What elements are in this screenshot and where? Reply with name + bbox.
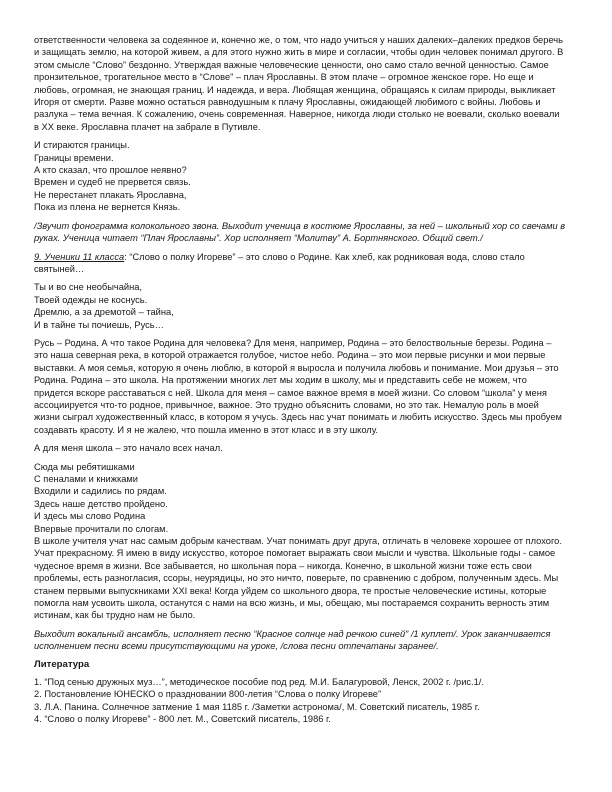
literature-heading: Литература (34, 658, 90, 670)
paragraph-rodina: Русь – Родина. А что такое Родина для человека? Для меня, например, Родина – это белоствольные березы. Родина – это наша северная река, в которой отражается голубое, чистое небо. Родина – это мои первые рисунки и мои первые выставки. А моя семья, которую я очень люблю, в которой я выросла и получила любовь и понимание. Мои друзья – это Родина. Родина – это школа. На протяжении многих лет мы ходим в школу, мы и представить себе не можем, что придется вскоре расставаться с ней. Школа для меня – самое важное время в моей жизни. Со словом “школа” у меня ассоциируется что-то родное, привычное, важное. Это трудно объяснить словами, но это так. Немалую роль в моей жизни сыграл художественный класс, в котором я учусь. Здесь нас учат понимать и любить искусство. Здесь мы пробуем создавать красоту. И я не жалею, что пошла именно в этот класс и в эту школу. (34, 337, 562, 435)
paragraph-school-beginning: А для меня школа – это начало всех начал. (34, 443, 223, 454)
verse-line: С пеналами и книжками (34, 474, 138, 484)
stage-direction-ensemble: Выходит вокальный ансамбль, исполняет песню “Красное солнце над речкою синей” /1 куплет/. Урок заканчивается исполнением песни всеми присутствующими на уроке, /слова песни отпечатаны заранее/. (34, 628, 551, 652)
verse-line: Дремлю, а за дремотой – тайна, (34, 307, 174, 318)
paragraph-teachers: В школе учителя учат нас самым добрым качествам. Учат понимать друг друга, отличать в человеке хорошее от плохого. Учат прекрасному. Я имею в виду искусство, которое помогает выражать свои мысли и чувства. Школьные годы - самое чудесное время в жизни. Все забывается, но школьная пора – никогда. Конечно, в школьной жизни тоже есть свои проблемы, есть разногласия, ссоры, неурядицы, но это ничто, поверьте, по сравнению с добром, полученным здесь. Мы станем первыми выпускниками XXI века! Когда уйдем со школьного двора, те простые человеческие истины, которые помогла нам усвоить школа, останутся с нами на всю жизнь, и мы, обещаю, мы постараемся сохранить верность этим истинам, как бы трудно нам не было. (34, 536, 562, 621)
verse-line: Твоей одежды не коснусь. (34, 294, 148, 305)
verse-line: А кто сказал, что прошлое неявно? (34, 165, 187, 176)
verse-line: Входили и садились по рядам. (34, 486, 167, 497)
literature-item: 3. Л.А. Панина. Солнечное затмение 1 мая 1185 г. /Заметки астронома/, М. Советский писатель, 1985 г. (34, 701, 480, 712)
literature-list (34, 676, 566, 726)
verse-borders-of-time (34, 139, 566, 213)
verse-line: Границы времени. (34, 152, 114, 163)
paragraph-yaroslavna-intro: ответственности человека за содеянное и, конечно же, о том, что надо учиться у наших далеких–далеких предков беречь и защищать землю, на которой живем, а для этого нужно жить в мире и согласии, чтобы один человек понимал другого. В этом смысле “Слово” бездонно. Утверждая важные человеческие ценности, оно само стало вечной ценностью. Самое пронзительное, трогательное место в “Слове” – плач Ярославны. В этом плаче – огромное женское горе. Но еще и любовь, огромная, не знающая границ. И надежда, и вера. Любящая женщина, обращаясь к силам природы, выкликает Игоря от смерти. Разве можно остаться равнодушным к плачу Ярославны, ожидающей любимого с войны. Любовь и разлука – тема вечная. К сожалению, очень современная. Наверное, никогда люди столько не воевали, сколько воевали в XX веке. Ярославна плачет на забрале в Путивле. (34, 35, 564, 132)
stage-direction-bells: /Звучит фонограмма колокольного звона. Выходит ученица в костюме Ярославны, за ней – школьный хор со свечами в руках. Ученица читает “Плач Ярославны”. Хор исполняет “Молитву” А. Бортнянского. Общий свет./ (34, 220, 566, 244)
verse-line: Впервые прочитали по слогам. (34, 523, 169, 534)
verse-line: И стираются границы. (34, 140, 130, 151)
verse-line: Пока из плена не вернется Князь. (34, 202, 181, 213)
verse-rus (34, 281, 566, 331)
literature-item: 1. “Под сенью дружных муз…”, методическое пособие под ред. М.И. Балагуровой, Ленск, 2002 г. /рис.1/. (34, 676, 484, 687)
speaker-label: 9. Ученики 11 класса (34, 251, 125, 262)
literature-item: 4. “Слово о полку Игореве” - 800 лет. М., Советский писатель, 1986 г. (34, 713, 331, 724)
verse-line: Здесь наше детство пройдено. (34, 498, 168, 509)
literature-item: 2. Постановление ЮНЕСКО о праздновании 800-летия “Слова о полку Игореве” (34, 689, 382, 700)
verse-line: Сюда мы ребятишками (34, 461, 135, 472)
verse-line: Ты и во сне необычайна, (34, 282, 143, 293)
speaker-text: : “Слово о полку Игореве” – это слово о Родине. Как хлеб, как родниковая вода, слово стало святыней… (34, 251, 525, 274)
verse-school (34, 461, 566, 535)
verse-line: И в тайне ты почиешь, Русь… (34, 319, 164, 330)
paragraph-students-11 (34, 251, 566, 276)
verse-line: Времен и судеб не прервется связь. (34, 177, 191, 188)
verse-line: Не перестанет плакать Ярославна, (34, 189, 187, 200)
verse-line: И здесь мы слово Родина (34, 511, 146, 522)
